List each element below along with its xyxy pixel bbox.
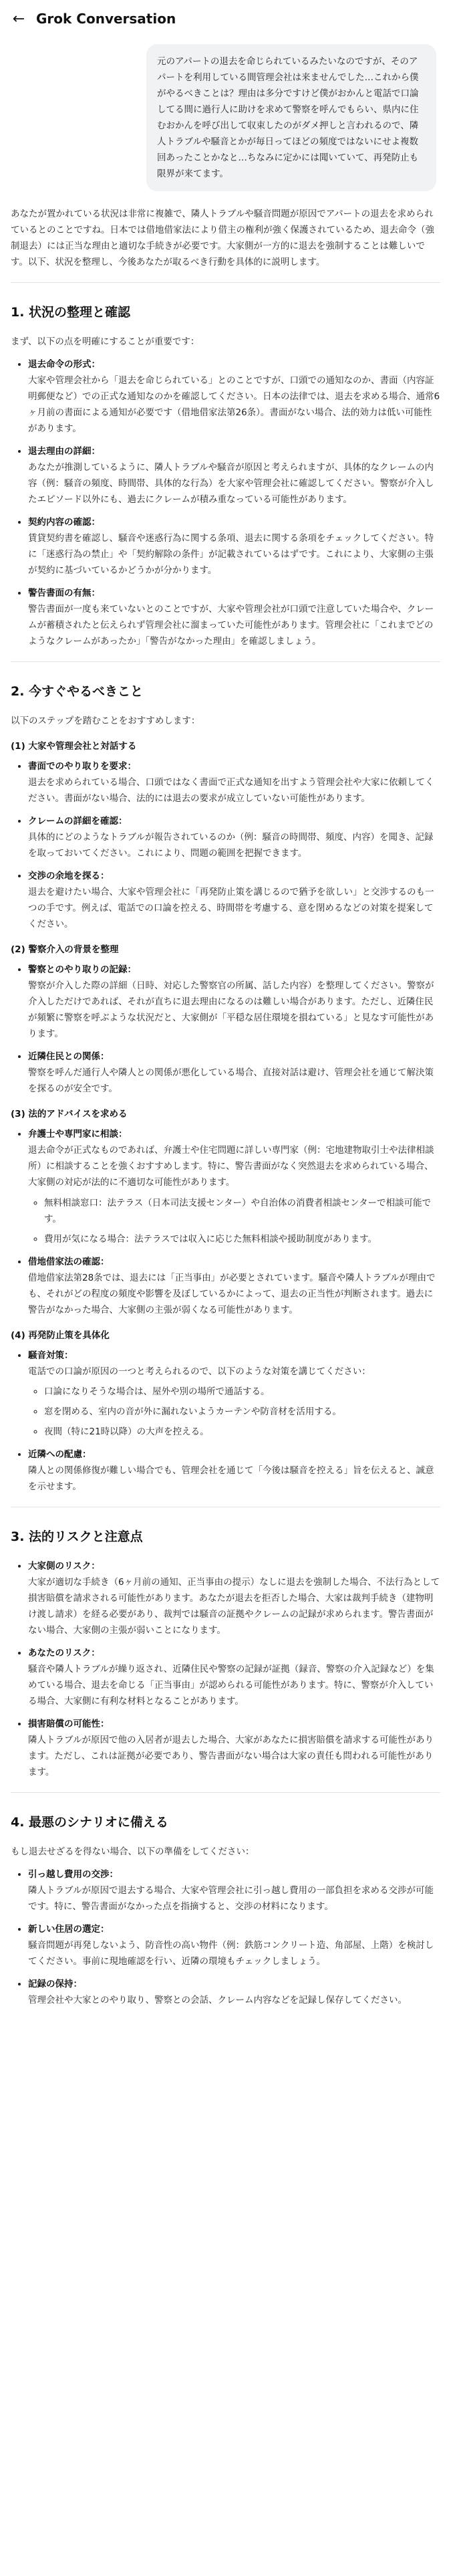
- list-item: [28, 1866, 440, 1915]
- item-text: あなたが推測しているように、隣人トラブルや騒音が原因と考えられますが、具体的なクレームの内容（例：騒音の頻度、時間帯、具体的な行為）を大家や管理会社に確認してください。警察が介入したエピソード以外にも、過去にクレームが積み重なっている可能性があります。: [28, 462, 434, 506]
- list-item: [28, 1348, 440, 1440]
- list-item: [28, 1126, 440, 1247]
- item-text: 騒音問題が再発しないよう、防音性の高い物件（例：鉄筋コンクリート造、角部屋、上階）を検討してください。事前に現地確認を行い、近隣の環境もチェックしましょう。: [28, 1939, 434, 1967]
- list-item: [28, 514, 440, 578]
- subsection-heading: (4) 再発防止策を具体化: [11, 1329, 110, 1341]
- list-item: [28, 1446, 440, 1495]
- item-text: 電話での口論が原因の一つと考えられるので、以下のような対策を講じてください：: [28, 1366, 371, 1377]
- item-text: 警察が介入した際の詳細（日時、対応した警察官の所属、話した内容）を整理してください。警察が介入しただけであれば、それが直ちに退去理由になるのは難しい場合があります。ただし、近隣住民が頻繁に警察を呼ぶような状況だと、大家側が「平穏な居住環境を損ねている」と見なす可能性があります。: [28, 980, 434, 1040]
- bullet-list: [11, 356, 440, 649]
- section-heading: 1. 状況の整理と確認: [11, 305, 131, 320]
- list-item: [28, 962, 440, 1042]
- section-heading: 2. 今すぐやるべきこと: [11, 684, 144, 700]
- list-item: [28, 1254, 440, 1318]
- item-text: 大家が適切な手続き（6ヶ月前の通知、正当事由の提示）なしに退去を強制した場合、不法行為として損害賠償を請求される可能性があります。あなたが退去を拒否した場合、大家は裁判手続き（建物明け渡し請求）を経る必要があり、裁判では騒音の証拠やクレームの記録が求められます。警告書面がない場合、大家側の主張が弱いことになります。: [28, 1576, 440, 1636]
- bullet-list: [11, 758, 440, 932]
- item-label: 退去理由の詳細：: [28, 446, 100, 457]
- arrow-left-icon: ←: [12, 10, 25, 27]
- sub-list-item: ◦ 窓を閉める、室内の音が外に漏れないようカーテンや防音材を活用する。: [44, 1404, 440, 1420]
- divider: [11, 1792, 440, 1793]
- sub-list-item: ◦ 口論になりそうな場合は、屋外や別の場所で通話する。: [44, 1384, 440, 1400]
- section-lead: 以下のステップを踏むことをおすすめします：: [11, 716, 200, 727]
- list-item: [28, 813, 440, 861]
- page-title: Grok Conversation: [36, 11, 176, 27]
- list-item: [28, 1645, 440, 1709]
- item-label: 大家側のリスク：: [28, 1560, 100, 1572]
- conversation: [0, 37, 451, 2015]
- item-label: 警察とのやり取りの記録：: [28, 964, 136, 976]
- sub-bullet-list: [28, 1384, 440, 1440]
- item-label: 退去命令の形式：: [28, 359, 100, 370]
- item-label: 借地借家法の確認：: [28, 1256, 110, 1267]
- item-label: クレームの詳細を確認：: [28, 816, 128, 827]
- top-bar: [0, 0, 451, 37]
- item-text: 騒音や隣人トラブルが繰り返され、近隣住民や警察の記録が証拠（録音、警察の介入記録など）を集めている場合、退去を命じる「正当事由」が認められる可能性があります。特に、警察が介入している場合、大家側に有利な材料となることがあります。: [28, 1663, 434, 1707]
- item-text: 大家や管理会社から「退去を命じられている」とのことですが、口頭での通知なのか、書面（内容証明郵便など）での正式な通知なのかを確認してください。日本の法律では、退去を求める場合、通常6ヶ月前の書面による通知が必要です（借地借家法第26条）。書面がない場合、法的効力は低い可能性があります。: [28, 375, 440, 435]
- subsection-heading: (1) 大家や管理会社と対話する: [11, 741, 137, 752]
- item-text: 退去を避けたい場合、大家や管理会社に「再発防止策を講じるので猶予を欲しい」と交渉するのも一つの手です。例えば、電話での口論を控える、時間帯を考慮する、意を閉めるなどの対策を提案してください。: [28, 887, 434, 930]
- item-label: 近隣住民との関係：: [28, 1051, 110, 1063]
- bullet-list: [11, 962, 440, 1097]
- item-label: 書面でのやり取りを要求：: [28, 761, 136, 772]
- list-item: [28, 1558, 440, 1638]
- item-label: 交渉の余地を探る：: [28, 871, 110, 882]
- item-text: 退去命令が正式なものであれば、弁護士や住宅問題に詳しい専門家（例：宅地建物取引士や法律相談所）に相談することを強くおすすめします。特に、警告書面がなく突然退去を求められている場合、大家側の対応が法的に不適切な可能性があります。: [28, 1145, 434, 1188]
- divider: [11, 282, 440, 283]
- item-label: 記録の保持：: [28, 1978, 82, 1990]
- divider: [11, 661, 440, 662]
- sub-bullet-list: [28, 1195, 440, 1247]
- subsection-heading: (2) 警察介入の背景を整理: [11, 944, 119, 956]
- section-heading: 4. 最悪のシナリオに備える: [11, 1814, 168, 1830]
- user-message: 元のアパートの退去を命じられているみたいなのですが、そのアパートを利用している間管理会社は来ませんでした…これから僕がやるべきことは？理由は多分ですけど僕がおかんと電話で口論してる間に過行人に助けを求めて警察を呼んでもらい、県内に住むおかんを呼び出して収束したのがダメ押しと言われるので、隣人トラブルや騒音とかが毎日ってほどの頻度ではないにせよ複数回あったことかなと…ちなみに定かには聞いていて、再発防止も限界が来てます。: [146, 44, 436, 191]
- list-item: [28, 1049, 440, 1097]
- bullet-list: [11, 1126, 440, 1317]
- list-item: [28, 758, 440, 807]
- item-label: あなたのリスク：: [28, 1647, 100, 1658]
- bullet-list: [11, 1866, 440, 2008]
- item-label: 損害賠償の可能性：: [28, 1718, 110, 1729]
- item-text: 警察を呼んだ通行人や隣人との関係が悪化している場合、直接対話は避け、管理会社を通じて解決策を探るのが安全です。: [28, 1067, 434, 1095]
- item-label: 新しい住居の選定：: [28, 1923, 110, 1935]
- item-text: 管理会社や大家とのやり取り、警察との会話、クレーム内容などを記録し保存してください。: [28, 1994, 407, 2006]
- item-label: 近隣への配慮：: [28, 1448, 92, 1460]
- item-text: 退去を求められている場合、口頭ではなく書面で正式な通知を出すよう管理会社や大家に依頼してください。書面がない場合、法的には退去の要求が成立していない可能性があります。: [28, 777, 434, 804]
- list-item: [28, 868, 440, 932]
- item-text: 隣人トラブルが原因で他の入居者が退去した場合、大家があなたに損害賠償を請求する可能性があります。ただし、これは証拠が必要であり、警告書面がない場合は大家の責任も問われる可能性があります。: [28, 1734, 434, 1778]
- item-text: 具体的にどのようなトラブルが報告されているのか（例：騒音の時間帯、頻度、内容）を聞き、記録を取っておいてください。これにより、問題の範囲を把握できます。: [28, 832, 434, 859]
- item-label: 弁護士や専門家に相談：: [28, 1129, 128, 1140]
- list-item: [28, 1976, 440, 2008]
- section-heading: 3. 法的リスクと注意点: [11, 1529, 143, 1544]
- bullet-list: [11, 1348, 440, 1495]
- item-text: 隣人との関係修復が難しい場合でも、管理会社を通じて「今後は騒音を控える」旨を伝えると、誠意を示せます。: [28, 1465, 434, 1492]
- item-label: 引っ越し費用の交渉：: [28, 1868, 118, 1880]
- sub-list-item: ◦ 無料相談窓口：法テラス（日本司法支援センター）や自治体の消費者相談センターで相談可能です。: [44, 1195, 440, 1227]
- list-item: [28, 1921, 440, 1969]
- section-lead: まず、以下の点を明確にすることが重要です：: [11, 336, 200, 347]
- bullet-list: [11, 1558, 440, 1780]
- section-lead: もし退去せざるを得ない場合、以下の準備をしてください：: [11, 1846, 255, 1857]
- list-item: [28, 443, 440, 508]
- item-text: 隣人トラブルが原因で退去する場合、大家や管理会社に引っ越し費用の一部負担を求める交渉が可能です。特に、警告書面がなかった点を指摘すると、交渉の材料になります。: [28, 1885, 434, 1912]
- item-label: 警告書面の有無：: [28, 588, 100, 599]
- sub-list-item: ◦ 夜間（特に21時以降）の大声を控える。: [44, 1424, 440, 1440]
- item-label: 契約内容の確認：: [28, 517, 100, 528]
- list-item: [28, 585, 440, 649]
- item-text: 警告書面が一度も来ていないとのことですが、大家や管理会社が口頭で注意していた場合や、クレームが蓄積されたと伝えられず管理会社に溜まっていた可能性があります。管理会社に「これまでどのようなクレームがあったか」「警告がなかった理由」を確認しましょう。: [28, 604, 434, 647]
- intro-text: あなたが置かれている状況は非常に複雑で、隣人トラブルや騒音問題が原因でアパートの退去を求められているとのことですね。日本では借地借家法により借主の権利が強く保護されているため、退去命令（強制退去）には正当な理由と適切な手続きが必要です。大家側が一方的に退去を強制することは難しいです。以下、状況を整理し、今後あなたが取るべき行動を具体的に説明します。: [11, 209, 434, 268]
- subsection-heading: (3) 法的アドバイスを求める: [11, 1109, 128, 1120]
- back-button[interactable]: [7, 7, 31, 31]
- list-item: [28, 356, 440, 437]
- item-text: 借地借家法第28条では、退去には「正当事由」が必要とされています。騒音や隣人トラブルが理由でも、それがどの程度の頻度や影響を及ぼしているかによって、退去の正当性が判断されます。過去に警告がなかった場合、大家側の主張が弱くなる可能性があります。: [28, 1272, 436, 1315]
- sub-list-item: ◦ 費用が気になる場合：法テラスでは収入に応じた無料相談や援助制度があります。: [44, 1231, 440, 1247]
- assistant-message: [11, 206, 440, 2008]
- list-item: [28, 1716, 440, 1780]
- item-text: 賃貸契約書を確認し、騒音や迷惑行為に関する条項、退去に関する条項をチェックしてください。特に「迷惑行為の禁止」や「契約解除の条件」が記載されているはずです。これにより、大家側の主張が契約に基づいているかどうかが分かります。: [28, 533, 434, 576]
- item-label: 騒音対策：: [28, 1350, 73, 1361]
